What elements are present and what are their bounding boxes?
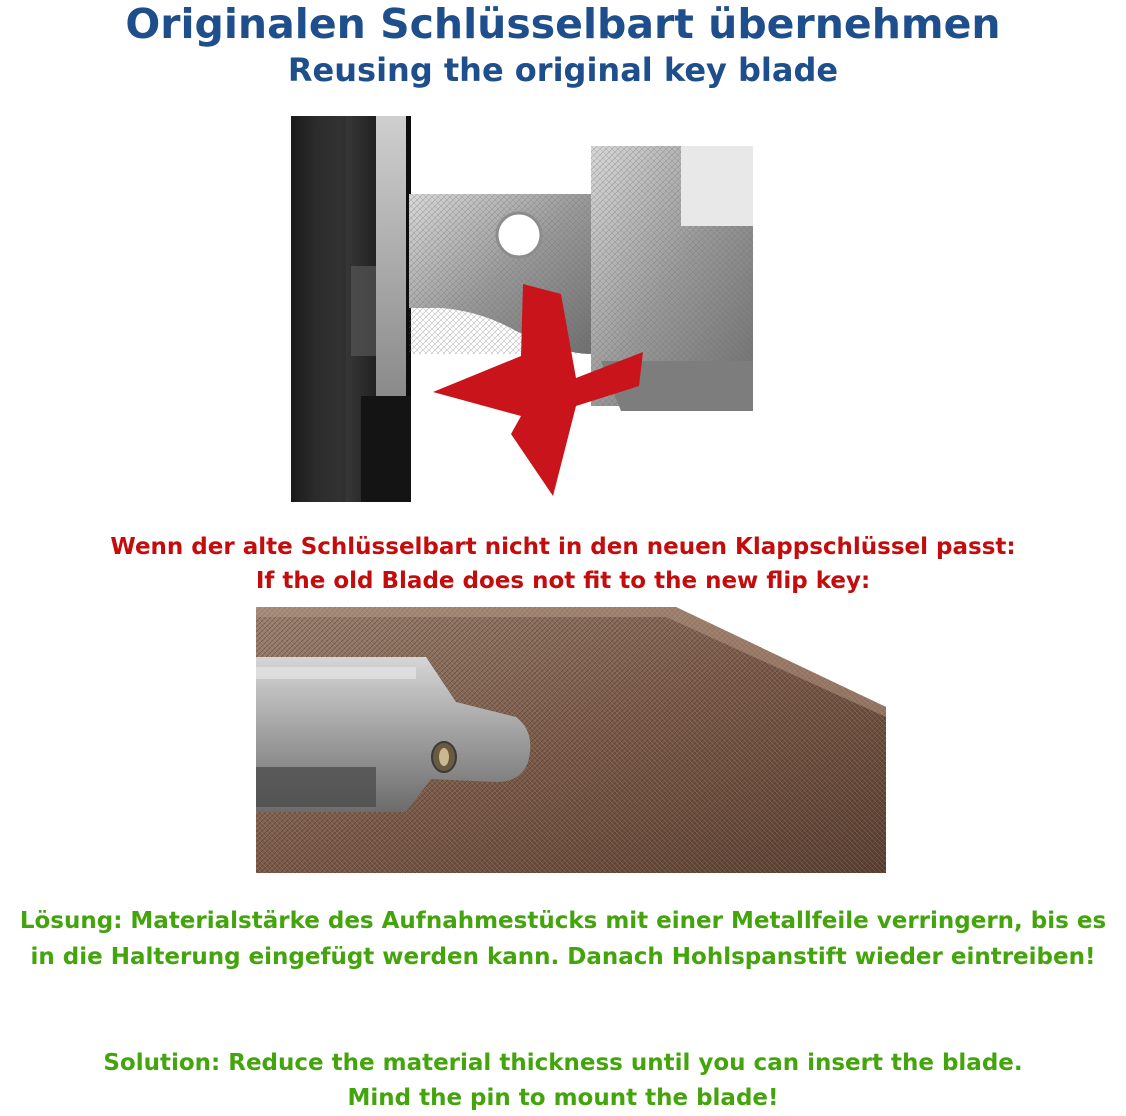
key-blade-on-metal-file-icon (256, 607, 886, 873)
key-blade-hinge-photo (291, 116, 753, 502)
page-subtitle: Reusing the original key blade (287, 51, 839, 89)
key-blade-hinge-with-red-x-icon (291, 116, 753, 502)
warning-line-en: If the old Blade does not fit to the new flip key: (255, 568, 871, 594)
warning-line-de: Wenn der alte Schlüsselbart nicht in den neuen Klappschlüssel passt: (110, 534, 1016, 560)
metal-file-photo (256, 607, 886, 873)
solution-line-en-2: Mind the pin to mount the blade! (347, 1085, 779, 1111)
solution-line-en-1: Solution: Reduce the material thickness until you can insert the blade. (103, 1050, 1023, 1076)
page-title: Originalen Schlüsselbart übernehmen (125, 0, 1001, 48)
solution-text-de: Lösung: Materialstärke des Aufnahmestücks mit einer Metallfeile verringern, bis es in die Halterung eingefügt werden kann. Danach Hohlspanstift wieder eintreiben! (19, 908, 1107, 970)
